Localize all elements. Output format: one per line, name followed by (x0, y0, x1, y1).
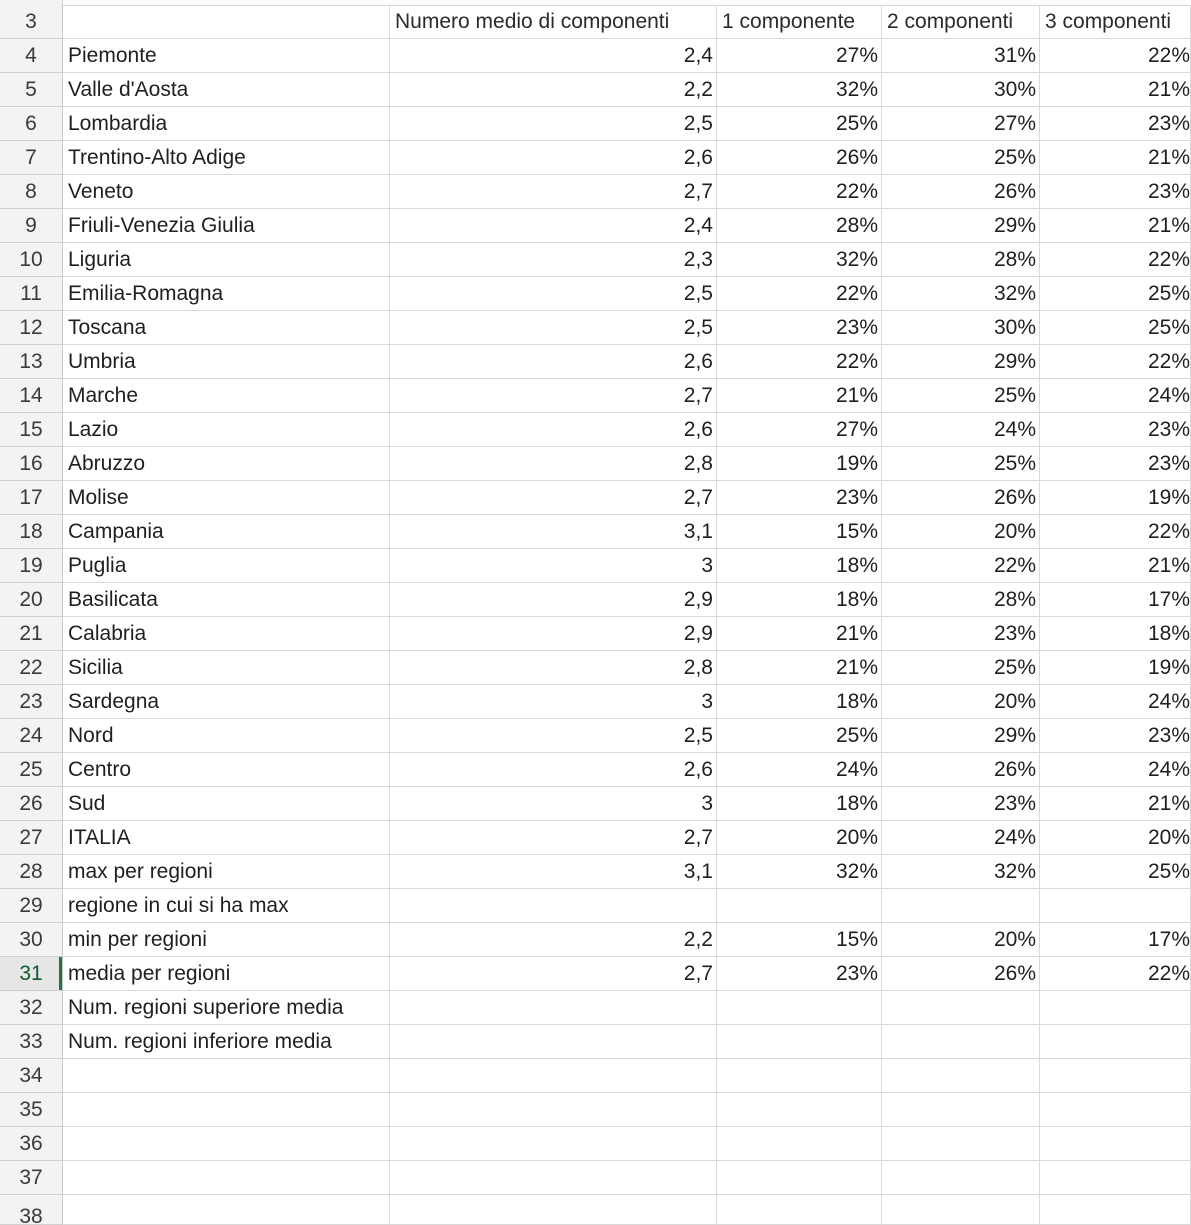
row-number[interactable]: 25 (0, 753, 63, 787)
row-number[interactable]: 32 (0, 991, 63, 1025)
table-row (0, 889, 1191, 923)
cell-2-componenti[interactable]: 23% (882, 787, 1040, 821)
cell-numero-medio[interactable]: 2,4 (390, 209, 717, 243)
cell-1-componente[interactable]: 25% (717, 107, 882, 141)
cell-label[interactable]: Sardegna (63, 685, 390, 719)
cell-1-componente[interactable]: 18% (717, 685, 882, 719)
table-row (0, 1127, 1191, 1161)
cell-numero-medio[interactable]: 2,7 (390, 379, 717, 413)
table-row (0, 141, 1191, 175)
data-rows (0, 39, 1191, 1225)
cell-label[interactable]: Friuli-Venezia Giulia (63, 209, 390, 243)
table-row (0, 1093, 1191, 1127)
cell-3-componenti[interactable]: 22% (1040, 243, 1191, 277)
cell-2-componenti[interactable]: 32% (882, 855, 1040, 889)
cell-1-componente[interactable] (717, 1059, 882, 1093)
cell-3-componenti[interactable]: 19% (1040, 651, 1191, 685)
table-row (0, 515, 1191, 549)
cell-label[interactable] (63, 1127, 390, 1161)
cell-label[interactable]: Trentino-Alto Adige (63, 141, 390, 175)
cell-1-componente[interactable]: 22% (717, 277, 882, 311)
cell-2-componenti[interactable]: 24% (882, 821, 1040, 855)
row-number[interactable]: 21 (0, 617, 63, 651)
cell-3-componenti[interactable]: 24% (1040, 685, 1191, 719)
cell-label[interactable]: Lazio (63, 413, 390, 447)
cell-1-componente[interactable]: 18% (717, 583, 882, 617)
cell-1-componente[interactable]: 21% (717, 617, 882, 651)
cell-3-componenti[interactable]: 21% (1040, 209, 1191, 243)
cell-1-componente[interactable]: 15% (717, 515, 882, 549)
cell-2-componenti[interactable]: 26% (882, 753, 1040, 787)
table-row (0, 1059, 1191, 1093)
row-number[interactable]: 22 (0, 651, 63, 685)
cell-2-componenti[interactable]: 28% (882, 243, 1040, 277)
spreadsheet-grid[interactable] (0, 5, 1191, 1225)
cell-label[interactable]: max per regioni (63, 855, 390, 889)
cell-1-componente[interactable]: 23% (717, 957, 882, 991)
cell-label[interactable] (63, 1161, 390, 1195)
cell-numero-medio[interactable]: 2,2 (390, 923, 717, 957)
cell-3-componenti[interactable]: 23% (1040, 447, 1191, 481)
cell-2-componenti[interactable] (882, 1025, 1040, 1059)
cell-label[interactable]: Veneto (63, 175, 390, 209)
cell-numero-medio[interactable]: 2,7 (390, 821, 717, 855)
cell-numero-medio[interactable] (390, 1161, 717, 1195)
cell-3-componenti[interactable]: 25% (1040, 277, 1191, 311)
cell-1-componente[interactable]: 18% (717, 787, 882, 821)
cell-2-componenti[interactable]: 28% (882, 583, 1040, 617)
cell-numero-medio[interactable]: 2,3 (390, 243, 717, 277)
cell-3-componenti[interactable]: 23% (1040, 719, 1191, 753)
cell-1-componente[interactable] (717, 1093, 882, 1127)
cell-numero-medio[interactable]: 3 (390, 549, 717, 583)
row-number[interactable]: 17 (0, 481, 63, 515)
row-number[interactable]: 16 (0, 447, 63, 481)
cell-1-componente[interactable]: 24% (717, 753, 882, 787)
row-number[interactable]: 29 (0, 889, 63, 923)
cell-numero-medio[interactable]: 2,2 (390, 73, 717, 107)
table-row (0, 583, 1191, 617)
row-number[interactable]: 26 (0, 787, 63, 821)
cell-2-componenti[interactable] (882, 1127, 1040, 1161)
row-number[interactable]: 30 (0, 923, 63, 957)
cell-label[interactable]: Emilia-Romagna (63, 277, 390, 311)
cell-1-componente[interactable]: 26% (717, 141, 882, 175)
table-row (0, 617, 1191, 651)
table-row (0, 821, 1191, 855)
row-number[interactable]: 34 (0, 1059, 63, 1093)
cell-1-componente[interactable]: 28% (717, 209, 882, 243)
table-row (0, 481, 1191, 515)
cell-2-componenti[interactable] (882, 889, 1040, 923)
cell-numero-medio[interactable]: 2,5 (390, 311, 717, 345)
cell-2-componenti[interactable]: 29% (882, 719, 1040, 753)
cell-c3[interactable]: 1 componente (717, 5, 882, 39)
cell-2-componenti[interactable]: 26% (882, 481, 1040, 515)
cell-1-componente[interactable] (717, 1161, 882, 1195)
cell-3-componenti[interactable] (1040, 1093, 1191, 1127)
cell-numero-medio[interactable]: 2,5 (390, 277, 717, 311)
cell-2-componenti[interactable] (882, 1059, 1040, 1093)
cell-3-componenti[interactable] (1040, 1127, 1191, 1161)
cell-numero-medio[interactable] (390, 889, 717, 923)
cell-2-componenti[interactable]: 29% (882, 209, 1040, 243)
row-number[interactable]: 28 (0, 855, 63, 889)
cell-numero-medio[interactable]: 2,7 (390, 175, 717, 209)
cell-label[interactable]: Liguria (63, 243, 390, 277)
cell-1-componente[interactable] (717, 1195, 882, 1225)
cell-numero-medio[interactable]: 2,6 (390, 345, 717, 379)
cell-1-componente[interactable]: 32% (717, 243, 882, 277)
cell-2-componenti[interactable]: 25% (882, 651, 1040, 685)
cell-1-componente[interactable]: 27% (717, 39, 882, 73)
cell-1-componente[interactable]: 18% (717, 549, 882, 583)
table-row (0, 345, 1191, 379)
row-number[interactable]: 37 (0, 1161, 63, 1195)
cell-3-componenti[interactable]: 25% (1040, 855, 1191, 889)
cell-1-componente[interactable] (717, 991, 882, 1025)
row-number[interactable]: 12 (0, 311, 63, 345)
cell-3-componenti[interactable]: 21% (1040, 549, 1191, 583)
cell-label[interactable]: Basilicata (63, 583, 390, 617)
table-row (0, 651, 1191, 685)
cell-3-componenti[interactable]: 24% (1040, 379, 1191, 413)
cell-2-componenti[interactable]: 24% (882, 413, 1040, 447)
cell-2-componenti[interactable]: 27% (882, 107, 1040, 141)
cell-1-componente[interactable] (717, 889, 882, 923)
cell-numero-medio[interactable]: 3,1 (390, 855, 717, 889)
cell-label[interactable]: ITALIA (63, 821, 390, 855)
cell-label[interactable]: Lombardia (63, 107, 390, 141)
cell-2-componenti[interactable]: 25% (882, 141, 1040, 175)
cell-1-componente[interactable]: 32% (717, 855, 882, 889)
cell-2-componenti[interactable]: 26% (882, 957, 1040, 991)
cell-3-componenti[interactable] (1040, 1161, 1191, 1195)
cell-numero-medio[interactable]: 2,6 (390, 413, 717, 447)
row-number[interactable]: 4 (0, 39, 63, 73)
cell-label[interactable]: Piemonte (63, 39, 390, 73)
row-number[interactable]: 24 (0, 719, 63, 753)
cell-2-componenti[interactable]: 30% (882, 311, 1040, 345)
cell-2-componenti[interactable]: 23% (882, 617, 1040, 651)
cell-1-componente[interactable]: 23% (717, 481, 882, 515)
cell-b3[interactable]: Numero medio di componenti (390, 5, 717, 39)
row-number[interactable]: 31 (0, 957, 63, 991)
cell-3-componenti[interactable]: 18% (1040, 617, 1191, 651)
table-row (0, 39, 1191, 73)
cell-3-componenti[interactable] (1040, 991, 1191, 1025)
cell-label[interactable]: regione in cui si ha max (63, 889, 390, 923)
cell-numero-medio[interactable] (390, 1025, 717, 1059)
cell-d3[interactable]: 2 componenti (882, 5, 1040, 39)
cell-3-componenti[interactable]: 25% (1040, 311, 1191, 345)
cell-label[interactable] (63, 1093, 390, 1127)
table-row (0, 73, 1191, 107)
cell-numero-medio[interactable]: 3 (390, 787, 717, 821)
row-number[interactable]: 14 (0, 379, 63, 413)
cell-3-componenti[interactable] (1040, 1195, 1191, 1225)
cell-numero-medio[interactable]: 2,7 (390, 481, 717, 515)
table-row (0, 209, 1191, 243)
row-number[interactable]: 27 (0, 821, 63, 855)
cell-2-componenti[interactable]: 25% (882, 379, 1040, 413)
table-row (0, 311, 1191, 345)
cell-1-componente[interactable]: 19% (717, 447, 882, 481)
cell-label[interactable]: Num. regioni superiore media (63, 991, 390, 1025)
cell-1-componente[interactable]: 15% (717, 923, 882, 957)
cell-3-componenti[interactable] (1040, 1025, 1191, 1059)
cell-2-componenti[interactable] (882, 1093, 1040, 1127)
cell-label[interactable]: Marche (63, 379, 390, 413)
table-row (0, 753, 1191, 787)
cell-1-componente[interactable] (717, 1025, 882, 1059)
cell-label[interactable]: Campania (63, 515, 390, 549)
row-number[interactable]: 10 (0, 243, 63, 277)
cell-1-componente[interactable]: 22% (717, 345, 882, 379)
cell-e3[interactable]: 3 componenti (1040, 5, 1191, 39)
cell-label[interactable]: Calabria (63, 617, 390, 651)
cell-3-componenti[interactable]: 23% (1040, 413, 1191, 447)
row-number[interactable]: 23 (0, 685, 63, 719)
table-row (0, 957, 1191, 991)
cell-label[interactable]: Centro (63, 753, 390, 787)
table-row (0, 1161, 1191, 1195)
cell-numero-medio[interactable]: 3 (390, 685, 717, 719)
cell-label[interactable] (63, 1195, 390, 1225)
row-number[interactable]: 6 (0, 107, 63, 141)
cell-numero-medio[interactable]: 2,9 (390, 617, 717, 651)
cell-3-componenti[interactable] (1040, 1059, 1191, 1093)
cell-label[interactable]: Umbria (63, 345, 390, 379)
cell-1-componente[interactable]: 25% (717, 719, 882, 753)
table-row (0, 107, 1191, 141)
cell-2-componenti[interactable]: 20% (882, 515, 1040, 549)
cell-label[interactable]: Toscana (63, 311, 390, 345)
row-number[interactable]: 5 (0, 73, 63, 107)
table-row (0, 685, 1191, 719)
cell-numero-medio[interactable] (390, 1195, 717, 1225)
table-row (0, 855, 1191, 889)
cell-3-componenti[interactable]: 22% (1040, 345, 1191, 379)
row-number[interactable]: 11 (0, 277, 63, 311)
cell-2-componenti[interactable]: 30% (882, 73, 1040, 107)
cell-label[interactable]: Valle d'Aosta (63, 73, 390, 107)
cell-numero-medio[interactable]: 2,8 (390, 651, 717, 685)
cell-3-componenti[interactable]: 21% (1040, 787, 1191, 821)
cell-1-componente[interactable]: 23% (717, 311, 882, 345)
cell-3-componenti[interactable]: 22% (1040, 957, 1191, 991)
cell-3-componenti[interactable]: 17% (1040, 923, 1191, 957)
table-row (0, 923, 1191, 957)
cell-numero-medio[interactable] (390, 1093, 717, 1127)
cell-numero-medio[interactable]: 2,9 (390, 583, 717, 617)
cell-2-componenti[interactable]: 26% (882, 175, 1040, 209)
cell-numero-medio[interactable]: 2,5 (390, 719, 717, 753)
table-row (0, 1025, 1191, 1059)
header-row (0, 5, 1191, 39)
cell-numero-medio[interactable] (390, 1059, 717, 1093)
row-number[interactable]: 3 (0, 5, 63, 39)
cell-3-componenti[interactable]: 23% (1040, 107, 1191, 141)
table-row (0, 787, 1191, 821)
cell-label[interactable]: Abruzzo (63, 447, 390, 481)
table-row (0, 719, 1191, 753)
cell-2-componenti[interactable]: 25% (882, 447, 1040, 481)
row-number[interactable]: 13 (0, 345, 63, 379)
row-number[interactable]: 38 (0, 1195, 63, 1225)
row-number[interactable]: 9 (0, 209, 63, 243)
row-number[interactable]: 7 (0, 141, 63, 175)
table-row (0, 379, 1191, 413)
table-row (0, 1195, 1191, 1225)
cell-label[interactable]: Sicilia (63, 651, 390, 685)
cell-1-componente[interactable]: 22% (717, 175, 882, 209)
cell-1-componente[interactable]: 21% (717, 379, 882, 413)
cell-2-componenti[interactable]: 20% (882, 923, 1040, 957)
table-row (0, 277, 1191, 311)
cell-1-componente[interactable]: 27% (717, 413, 882, 447)
cell-2-componenti[interactable]: 20% (882, 685, 1040, 719)
cell-numero-medio[interactable] (390, 991, 717, 1025)
cell-label[interactable]: media per regioni (63, 957, 390, 991)
row-number[interactable]: 18 (0, 515, 63, 549)
row-number[interactable]: 8 (0, 175, 63, 209)
row-number[interactable]: 15 (0, 413, 63, 447)
cell-label[interactable]: Puglia (63, 549, 390, 583)
row-number[interactable]: 35 (0, 1093, 63, 1127)
cell-3-componenti[interactable]: 17% (1040, 583, 1191, 617)
cell-label[interactable]: Molise (63, 481, 390, 515)
cell-numero-medio[interactable]: 2,6 (390, 753, 717, 787)
cell-2-componenti[interactable]: 32% (882, 277, 1040, 311)
cell-3-componenti[interactable]: 21% (1040, 141, 1191, 175)
cell-1-componente[interactable]: 21% (717, 651, 882, 685)
cell-label[interactable]: Num. regioni inferiore media (63, 1025, 390, 1059)
row-number[interactable]: 36 (0, 1127, 63, 1161)
cell-3-componenti[interactable]: 24% (1040, 753, 1191, 787)
cell-2-componenti[interactable]: 29% (882, 345, 1040, 379)
table-row (0, 447, 1191, 481)
cell-3-componenti[interactable]: 21% (1040, 73, 1191, 107)
table-row (0, 991, 1191, 1025)
row-number[interactable]: 19 (0, 549, 63, 583)
cell-1-componente[interactable]: 32% (717, 73, 882, 107)
table-row (0, 413, 1191, 447)
cell-numero-medio[interactable]: 2,8 (390, 447, 717, 481)
cell-3-componenti[interactable]: 22% (1040, 39, 1191, 73)
row-number[interactable]: 33 (0, 1025, 63, 1059)
cell-1-componente[interactable]: 20% (717, 821, 882, 855)
cell-numero-medio[interactable]: 2,6 (390, 141, 717, 175)
cell-2-componenti[interactable]: 22% (882, 549, 1040, 583)
cell-2-componenti[interactable] (882, 991, 1040, 1025)
cell-2-componenti[interactable] (882, 1161, 1040, 1195)
cell-3-componenti[interactable]: 19% (1040, 481, 1191, 515)
cell-numero-medio[interactable] (390, 1127, 717, 1161)
cell-numero-medio[interactable]: 3,1 (390, 515, 717, 549)
cell-numero-medio[interactable]: 2,7 (390, 957, 717, 991)
row-number[interactable]: 20 (0, 583, 63, 617)
cell-3-componenti[interactable]: 23% (1040, 175, 1191, 209)
table-row (0, 243, 1191, 277)
cell-label[interactable]: Nord (63, 719, 390, 753)
cell-label[interactable]: Sud (63, 787, 390, 821)
table-row (0, 175, 1191, 209)
cell-numero-medio[interactable]: 2,4 (390, 39, 717, 73)
cell-3-componenti[interactable]: 22% (1040, 515, 1191, 549)
cell-3-componenti[interactable]: 20% (1040, 821, 1191, 855)
table-row (0, 549, 1191, 583)
cell-a3[interactable] (63, 5, 390, 39)
cell-label[interactable]: min per regioni (63, 923, 390, 957)
cell-1-componente[interactable] (717, 1127, 882, 1161)
cell-label[interactable] (63, 1059, 390, 1093)
cell-3-componenti[interactable] (1040, 889, 1191, 923)
cell-2-componenti[interactable] (882, 1195, 1040, 1225)
cell-2-componenti[interactable]: 31% (882, 39, 1040, 73)
cell-numero-medio[interactable]: 2,5 (390, 107, 717, 141)
